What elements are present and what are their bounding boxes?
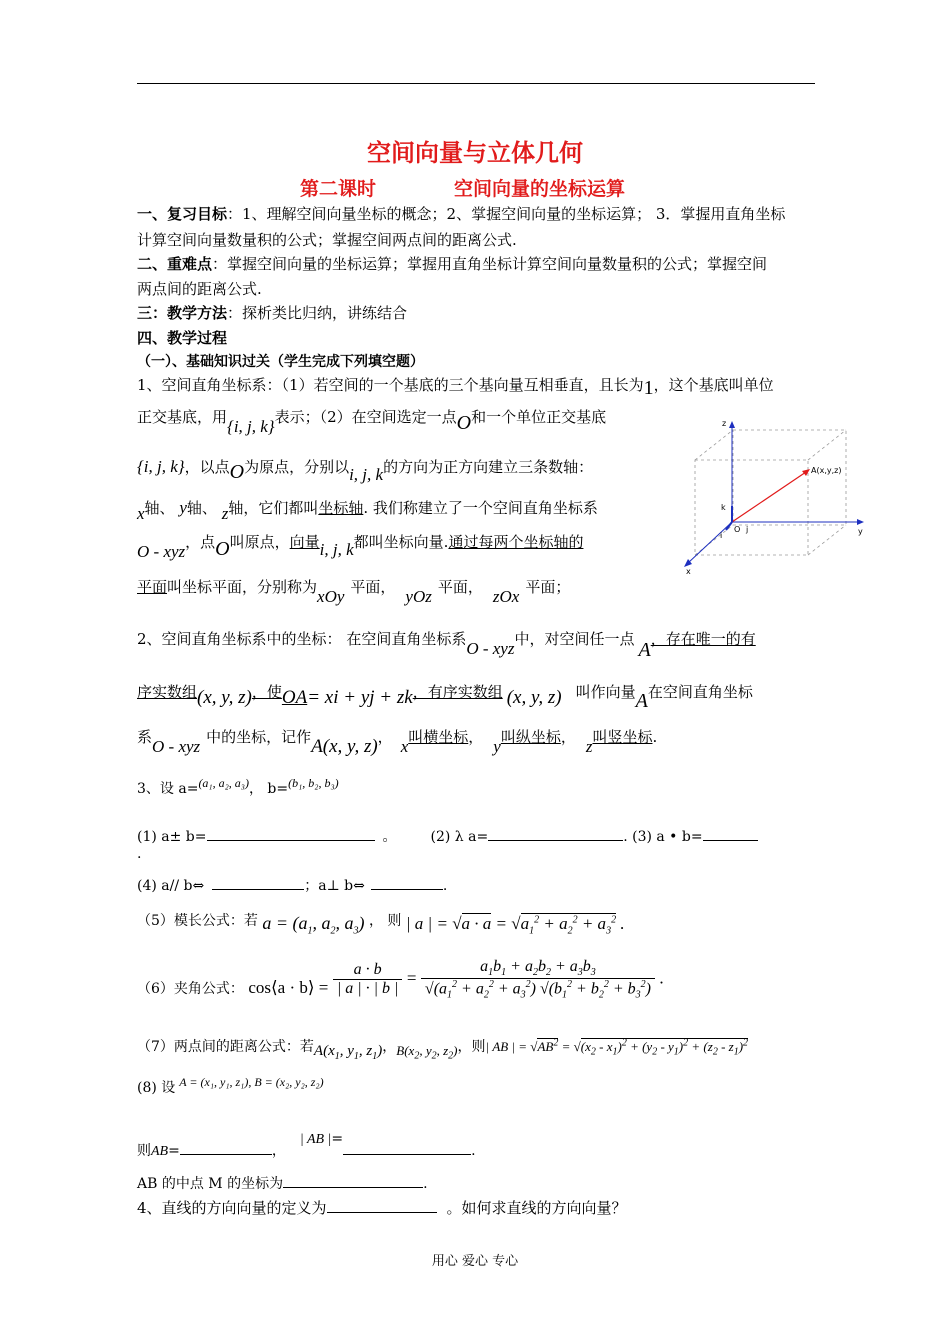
p3-item-1-end: 。: [382, 829, 397, 845]
p1-text-d: 表示；（2）在空间选定一点: [274, 408, 457, 426]
blank-9[interactable]: [327, 1198, 437, 1213]
fig-i-label: i: [720, 531, 723, 540]
p3-line-4: [137, 875, 447, 895]
p3-line-7: （7）两点间的距离公式：若$A(x_1$, $y_1$, $z_1$)，$B(x_2$, $y_2$, $z_2$)，则| AB | = $√AB^2 = √(x_2 - x_1)^2 + (y_2 - y_1)^2 + (z_2 - z_1)^2$: [137, 1037, 749, 1062]
p1-text-o: 都叫坐标向量.: [353, 533, 449, 551]
p3-line-8: [137, 1077, 324, 1097]
p1-text-p: 叫坐标平面，分别称为: [167, 578, 318, 596]
p3-item-5b: ， 则: [368, 913, 402, 929]
p3-item-2: (2) λ a=: [430, 829, 489, 845]
blank-7[interactable]: [343, 1140, 471, 1155]
p1-line-1: [137, 373, 774, 399]
p2-y: y: [493, 737, 501, 756]
blank-1[interactable]: [207, 826, 375, 841]
goals-label: 一、复习目标: [137, 205, 228, 223]
p3-item-8: (8) 设: [137, 1080, 176, 1096]
p3-mid-text: AB 的中点 M 的坐标为: [137, 1176, 284, 1192]
p3-dot: .: [137, 846, 142, 862]
p2-text-i: 系: [137, 728, 153, 746]
p3-setup: [137, 778, 339, 798]
p3-eq-1: =: [168, 1143, 180, 1159]
blank-2[interactable]: [488, 826, 623, 841]
fig-j-label: j: [746, 525, 749, 534]
p3-line-5: （5）模长公式：若 $a = (a_1$, $a_2$, $a_3$) ， 则 | a | = $√a \cdot a = √a_1^2 + a_2^2 + a_3^2$ .: [137, 913, 625, 937]
p4-line: [137, 1197, 627, 1218]
p1-text-c: 正交基底，用: [137, 408, 228, 426]
p1-zOx: zOx: [492, 587, 520, 606]
process-heading: 四、教学过程: [137, 329, 228, 347]
goals-line-2: 计算空间向量数量积的公式；掌握空间两点间的距离公式.: [137, 231, 517, 249]
fig-point-label: A(x,y,z): [811, 466, 842, 475]
p3-text-b: ， b=: [248, 781, 289, 797]
goals-line-1: [137, 203, 785, 224]
p2-line-3: 系O - xyz 中的坐标，记作A(x, y, z)， x叫横坐标， y叫纵坐标， z叫竖坐标.: [137, 728, 658, 757]
p1-text-f: ，以点: [184, 458, 230, 476]
p2-x-label: 叫横坐标: [408, 728, 469, 746]
OA-vector: [732, 472, 806, 522]
p4-text-a: 4、直线的方向向量的定义为: [137, 1199, 327, 1217]
p1-text-a: 1、空间直角坐标系：（1）若空间的一个基底的三个基向量互相垂直，且长为: [137, 376, 644, 394]
p2-line-2: [137, 680, 753, 712]
p3-bvec: (b₁, b₂, b₃): [288, 776, 339, 790]
p1-text-n: 叫原点，: [229, 533, 290, 551]
fig-z-label: z: [722, 419, 727, 428]
key-line-2: 两点间的距离公式.: [137, 280, 262, 298]
p2-text-d: 序实数组: [137, 683, 198, 701]
part1-heading: （一）、基础知识过关（学生完成下列填空题）: [137, 354, 424, 370]
p3-item-3: . (3) a • b=: [623, 829, 703, 845]
p1-line-4: [137, 497, 598, 523]
p2-xyz: (x, y, z): [197, 687, 252, 708]
p2-A: A: [638, 639, 651, 661]
p1-plane-1: 通过每两个坐标轴的: [448, 533, 584, 551]
fig-x-label: x: [686, 567, 691, 576]
key-label: 二、重难点: [137, 255, 213, 273]
p2-text-f: ，有序实数组: [412, 683, 503, 701]
fig-O-label: O: [734, 525, 741, 534]
p3-item-4-end: .: [442, 878, 448, 894]
p1-yOz: yOz: [405, 587, 432, 606]
p1-origin-O: O: [456, 412, 472, 434]
p1-plane-word-2: 平面，: [437, 578, 483, 596]
method-line: [137, 302, 407, 323]
goals-text-1: ：1、理解空间向量坐标的概念；2、掌握空间向量的坐标运算； 3．掌握用直角坐标: [227, 205, 786, 223]
p1-Oxyz: O - xyz: [137, 542, 186, 561]
key-text-1: ：掌握空间向量的坐标运算；掌握用直角坐标计算空间向量数量积的公式；掌握空间: [212, 255, 768, 273]
p3-AB-def: A = (x₁, y₁, z₁), B = (x₂, y₂, z₂): [179, 1075, 324, 1089]
p1-text-k: 轴，它们都叫: [228, 499, 319, 517]
p3-text-a: 3、设 a=: [137, 781, 199, 797]
subtitle-left: 第二课时: [300, 178, 377, 200]
blank-4[interactable]: [212, 875, 304, 890]
p1-plane-word-1: 平面，: [350, 578, 396, 596]
p2-text-b: 中，对空间任一点: [514, 630, 635, 648]
i-vector: [726, 522, 732, 530]
p1-text-b: ，这个基底叫单位: [653, 376, 774, 394]
page-footer: 用心 爱心 专心: [431, 1254, 519, 1269]
p1-z: z: [221, 504, 229, 523]
p2-text-a: 2、空间直角坐标系中的坐标： 在空间直角坐标系: [137, 630, 467, 648]
p1-ijk-2: i, j, k: [319, 540, 354, 559]
blank-3[interactable]: [703, 826, 758, 841]
p2-equation: = xi + yj + zk: [307, 687, 413, 708]
lesson-subtitle: [300, 174, 625, 201]
blank-6[interactable]: [180, 1140, 272, 1155]
p3-line-1: [137, 826, 758, 846]
p2-OA: OA: [281, 687, 308, 708]
p1-xOy: xOy: [317, 587, 345, 606]
p3-item-4b: ；a⊥ b⇔: [304, 878, 365, 894]
p3-line-6: （6）夹角公式： cos⟨a · b⟩ = $\frac{a \cdot b}{| a | \cdot | b |}$ = $\frac{a_1b_1 + a_2b_2 + a_3b_3}{√(a_1^2 + a_2^2 + a_3^2) √(b_1^2 + b_2^2 + b_3^2)}$ .: [137, 958, 664, 1001]
fig-y-label: y: [858, 527, 863, 536]
p2-text-j: 中的坐标，记作: [206, 728, 312, 746]
p1-basis-set: {i, j, k}: [227, 417, 275, 436]
p1-text-j: 轴、: [186, 499, 217, 517]
p3-item-6: （6）夹角公式：: [137, 981, 244, 998]
p2-Oxyz: O - xyz: [466, 639, 515, 658]
p1-text-e: 和一个单位正交基底: [471, 408, 607, 426]
p3-midpoint: [137, 1173, 428, 1193]
p1-text-m: ，点: [185, 533, 216, 551]
p1-y: y: [179, 498, 187, 517]
p2-text-c: ，存在唯一的有: [650, 630, 756, 648]
p2-line-1: [137, 627, 756, 661]
subtitle-right: 空间向量的坐标运算: [454, 178, 626, 200]
p3-item-5: （5）模长公式：若: [137, 913, 258, 929]
page-title: 空间向量与立体几何: [367, 139, 583, 167]
p2-x: x: [400, 737, 409, 756]
p1-line-3: [137, 455, 594, 484]
p3-end: .: [471, 1143, 476, 1159]
p4-text-b: 。如何求直线的方向向量？: [446, 1199, 627, 1217]
p3-line-8b: 则AB= ，| AB |=.: [137, 1131, 476, 1159]
blank-5[interactable]: [371, 875, 443, 890]
p1-text-g: 为原点，分别以: [244, 458, 350, 476]
method-label: 三：教学方法: [137, 304, 228, 322]
p2-xyz-2: (x, y, z): [506, 687, 562, 708]
cube-back-face: [733, 430, 846, 525]
p2-z-label: 叫竖坐标: [592, 728, 653, 746]
p2-text-h: 在空间直角坐标: [647, 683, 753, 701]
p1-line-6: [137, 576, 571, 606]
p1-plane-2: 平面: [137, 578, 168, 596]
p2-Oxyz-2: O - xyz: [152, 737, 201, 756]
p1-plane-end: 平面；: [525, 578, 571, 596]
p1-origin-O-2: O: [229, 461, 245, 483]
p3-item-8b: 则: [137, 1143, 151, 1159]
p3-eq-2: =: [331, 1131, 344, 1147]
header-rule: [137, 83, 815, 84]
fig-k-label: k: [721, 503, 726, 512]
p2-comma: ，: [377, 728, 393, 746]
p1-basis-set-2: {i, j, k}: [137, 457, 185, 476]
blank-8[interactable]: [283, 1173, 423, 1188]
p3-comma: ，: [271, 1143, 286, 1159]
p2-y-label: 叫纵坐标: [500, 728, 561, 746]
p1-line-5: [137, 530, 584, 561]
p1-axis: 坐标轴: [318, 499, 364, 517]
p1-line-2: [137, 405, 607, 436]
p2-z: z: [585, 737, 593, 756]
p1-ijk: i, j, k: [349, 465, 384, 484]
p1-text-h: 的方向为正方向建立三条数轴：: [383, 458, 594, 476]
p1-text-l: . 我们称建立了一个空间直角坐标系: [363, 499, 598, 517]
p1-text-i: 轴、: [144, 499, 175, 517]
key-line-1: [137, 253, 767, 274]
p3-item-1: (1) a± b=: [137, 829, 207, 845]
p1-one: 1: [643, 377, 654, 399]
p1-vector-word: 向量: [289, 533, 320, 551]
x-axis: [688, 522, 732, 563]
p1-x: x: [137, 504, 145, 523]
method-text: ：探析类比归纳，讲练结合: [227, 304, 408, 322]
p3-avec: (a₁, a₂, a₃): [198, 776, 249, 790]
p3-mid-end: .: [423, 1176, 428, 1192]
p1-origin-O-3: O: [215, 538, 230, 560]
p2-Axyz: A(x, y, z): [311, 736, 378, 757]
coordinate-system-figure: [680, 418, 870, 578]
p2-text-g: 叫作向量: [575, 683, 636, 701]
p3-item-4: (4) a// b⇔: [137, 878, 205, 894]
p2-text-e: ，使: [251, 683, 282, 701]
p3-item-7: （7）两点间的距离公式：若: [137, 1039, 314, 1055]
p2-A-2: A: [635, 690, 648, 712]
p3-item-7b: ，则: [457, 1039, 486, 1055]
